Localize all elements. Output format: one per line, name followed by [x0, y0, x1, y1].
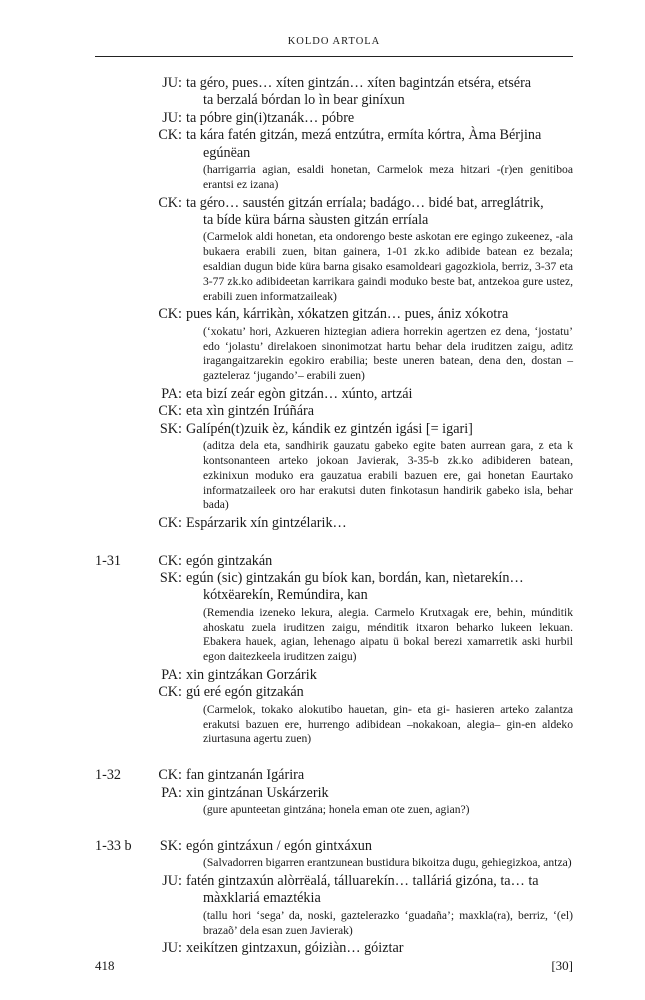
utterance-line: xeikítzen gintzaxun, góiziàn… góiztar [186, 940, 404, 957]
utterance-line: eta xìn gintzén Irúñára [186, 403, 315, 420]
utterance-line: ta géro… saustén gitzán erríala; badágo… bidé bat, arreglátrik, [186, 194, 544, 211]
dialogue-line [95, 403, 573, 420]
example-ref [95, 667, 153, 684]
annotation-note: (‘xokatu’ hori, Azkueren hiztegian adiera horrekin agertzen ez dena, ‘jostatu’ edo ‘jolastu’ direlakoen sinonimotzat hartu behar dela iruditzen zaigu, aditz iragangaitzarekin egokiro erabilia; beste uneren batean, dena den, dostan –gazteleraz ‘jugando’– erabili zuen) [203, 324, 573, 383]
speaker-label: CK: [158, 127, 182, 144]
dialogue-content [95, 75, 573, 978]
speaker-label: JU: [162, 109, 182, 126]
dialogue-line [95, 838, 573, 855]
utterance-line: fatén gintzaxún alòrrëalá, tálluarekín… talláriá gizóna, ta… ta [186, 873, 539, 890]
example-ref: 1-31 [95, 552, 122, 569]
example-ref [95, 570, 153, 605]
dialogue-line [95, 75, 573, 110]
page-footer [95, 958, 573, 974]
speaker-label: CK: [158, 684, 182, 701]
utterance [186, 553, 573, 570]
annotation-note: (Salvadorren bigarren erantzunean bustidura bikoitza dugu, gehiegizkoa, antza) [203, 856, 572, 870]
utterance [186, 767, 573, 784]
utterance-line: ta géro, pues… xíten gintzán… xíten bagintzán etséra, etséra [186, 75, 532, 91]
annotation-note: (harrigarria agian, esaldi honetan, Carmelok meza hitzari -(r)en genitiboa erantsi ez izana) [203, 163, 573, 191]
utterance [186, 667, 573, 684]
dialogue-line [95, 940, 573, 957]
utterance [186, 127, 573, 162]
utterance-line: ta kára fatén gitzán, mezá entzútra, ermíta kórtra, Àma Bérjina [186, 127, 542, 144]
dialogue-group [95, 767, 573, 818]
dialogue-line [95, 515, 573, 532]
utterance-line: ta póbre gin(i)tzanák… póbre [186, 109, 355, 126]
speaker-label: SK: [159, 570, 182, 587]
speaker-label: JU: [162, 940, 182, 957]
utterance [186, 403, 573, 420]
utterance-line: kótxëarekín, Remúndira, kan [203, 587, 368, 604]
utterance-line: màxklariá emaztékia [203, 890, 321, 907]
utterance-line: egúnëan [203, 144, 251, 161]
utterance-line: ta bíde küra bárna sàusten gitzán erríala [203, 212, 429, 229]
dialogue-line [95, 570, 573, 605]
utterance [186, 570, 573, 605]
example-ref [95, 421, 153, 438]
annotation-note: (gure apunteetan gintzána; honela eman ote zuen, agian?) [203, 803, 470, 817]
utterance [186, 940, 573, 957]
dialogue-line [95, 667, 573, 684]
example-ref [95, 386, 153, 403]
utterance-line: eta bizí zeár egòn gitzán… xúnto, artzái [186, 386, 413, 403]
utterance [186, 306, 573, 323]
annotation-note: (Carmelok, tokako alokutibo hauetan, gin- eta gi- hasieren arteko zalantza erakutsi bazuen ere, hurrengo adibidean –nokakoan, alegia– gin-en aldeko ziurtasuna agertu zuen) [203, 702, 573, 746]
dialogue-line [95, 767, 573, 784]
utterance [186, 195, 573, 230]
bracket-page-number: [30] [551, 958, 573, 973]
example-ref [95, 684, 153, 701]
utterance-line: xin gintzánan Uskárzerik [186, 784, 329, 801]
utterance [186, 785, 573, 802]
speaker-label: SK: [159, 420, 182, 437]
dialogue-group [95, 75, 573, 533]
annotation-note: (tallu hori ‘sega’ da, noski, gaztelerazko ‘guadaña’; maxkla(ra), berriz, ‘(el) brazaõ’ dela esan zuen Javierak) [203, 908, 573, 937]
example-ref [95, 110, 153, 127]
header-rule [95, 56, 573, 57]
utterance [186, 386, 573, 403]
dialogue-line [95, 553, 573, 570]
example-ref [95, 515, 153, 532]
utterance-line: egún (sic) gintzakán gu bíok kan, bordán, kan, nìetarekín… [186, 570, 524, 587]
utterance [186, 873, 573, 908]
example-ref [95, 940, 153, 957]
speaker-label: JU: [162, 873, 182, 890]
dialogue-line [95, 306, 573, 323]
example-ref: 1-32 [95, 767, 122, 784]
speaker-label: CK: [158, 403, 182, 420]
dialogue-line [95, 127, 573, 162]
speaker-label: PA: [161, 784, 182, 801]
speaker-label: JU: [162, 75, 182, 91]
dialogue-group [95, 838, 573, 958]
running-header: KOLDO ARTOLA [287, 36, 381, 47]
dialogue-line [95, 110, 573, 127]
speaker-label: CK: [158, 552, 182, 569]
utterance-line: egón gintzáxun / egón gintxáxun [186, 837, 372, 854]
utterance-line: ta berzalá bórdan lo ìn bear giníxun [203, 92, 405, 109]
annotation-note: (Remendia izeneko lekura, alegia. Carmelo Krutxagak ere, behin, múnditik ahoskatu zuela iruditzen zaigu, ménditik itxaron beharko lukeen lekuan. Ebakera hauek, agian, lehenago aipatu ü bokal berezi xamarretik aski hurbil egon daitezkeela iruditzen zaigu) [203, 605, 573, 664]
example-ref [95, 127, 153, 162]
speaker-label: CK: [158, 767, 182, 784]
example-ref [95, 873, 153, 908]
dialogue-line [95, 873, 573, 908]
annotation-note: (Carmelok aldi honetan, eta ondorengo beste askotan ere egingo zukeenez, -ala bukaera erabili zuen, bitan gainera, 1-01 zk.ko adibide batean ez bezala; esaldian dugun bide küra barna gisako esamoldeari gagozkiola, berriz, 3-37 eta 3-77 zk.ko adibideetan karrikara gaindi moduko beste bat, antzekoa gure ustez, erabili zuen informatzaileak) [203, 230, 573, 303]
utterance [186, 75, 573, 110]
speaker-label: CK: [158, 194, 182, 211]
dialogue-line [95, 195, 573, 230]
speaker-label: SK: [159, 837, 182, 854]
utterance-line: fan gintzanán Igárira [186, 767, 305, 784]
utterance [186, 421, 573, 438]
speaker-label: CK: [158, 306, 182, 323]
dialogue-line [95, 386, 573, 403]
example-ref [95, 306, 153, 323]
page-number: 418 [95, 958, 115, 973]
dialogue-line [95, 785, 573, 802]
utterance-line: egón gintzakán [186, 552, 273, 569]
example-ref: 1-33 b [95, 837, 132, 854]
dialogue-line [95, 421, 573, 438]
speaker-label: PA: [161, 386, 182, 403]
dialogue-line [95, 684, 573, 701]
utterance [186, 110, 573, 127]
utterance [186, 684, 573, 701]
utterance-line: xin gintzákan Gorzárik [186, 667, 317, 684]
speaker-label: PA: [161, 667, 182, 684]
utterance-line: gú eré egón gitzakán [186, 684, 304, 701]
dialogue-group [95, 553, 573, 748]
example-ref [95, 403, 153, 420]
utterance [186, 838, 573, 855]
utterance-line: Espárzarik xín gintzélarik… [186, 515, 347, 532]
example-ref [95, 75, 153, 110]
utterance [186, 515, 573, 532]
speaker-label: CK: [158, 515, 182, 532]
utterance-line: pues kán, kárrikàn, xókatzen gitzán… pues, ániz xókotra [186, 306, 509, 323]
example-ref [95, 195, 153, 230]
utterance-line: Galípén(t)zuik èz, kándik ez gintzén igási [= igari] [186, 420, 473, 437]
example-ref [95, 785, 153, 802]
annotation-note: (aditza dela eta, sandhirik gauzatu gabeko egite baten aurrean gara, z eta k kontsonanteen arteko jokoan Javierak, 3-35-b zk.ko adibideren batean, ezkinixun moduko era gauzatua erabili bazuen ere, gai honetan Eaurtako informatzaileek oro har erakutsi duten finkotasun handirik gabeko isla, behar bada) [203, 439, 573, 512]
